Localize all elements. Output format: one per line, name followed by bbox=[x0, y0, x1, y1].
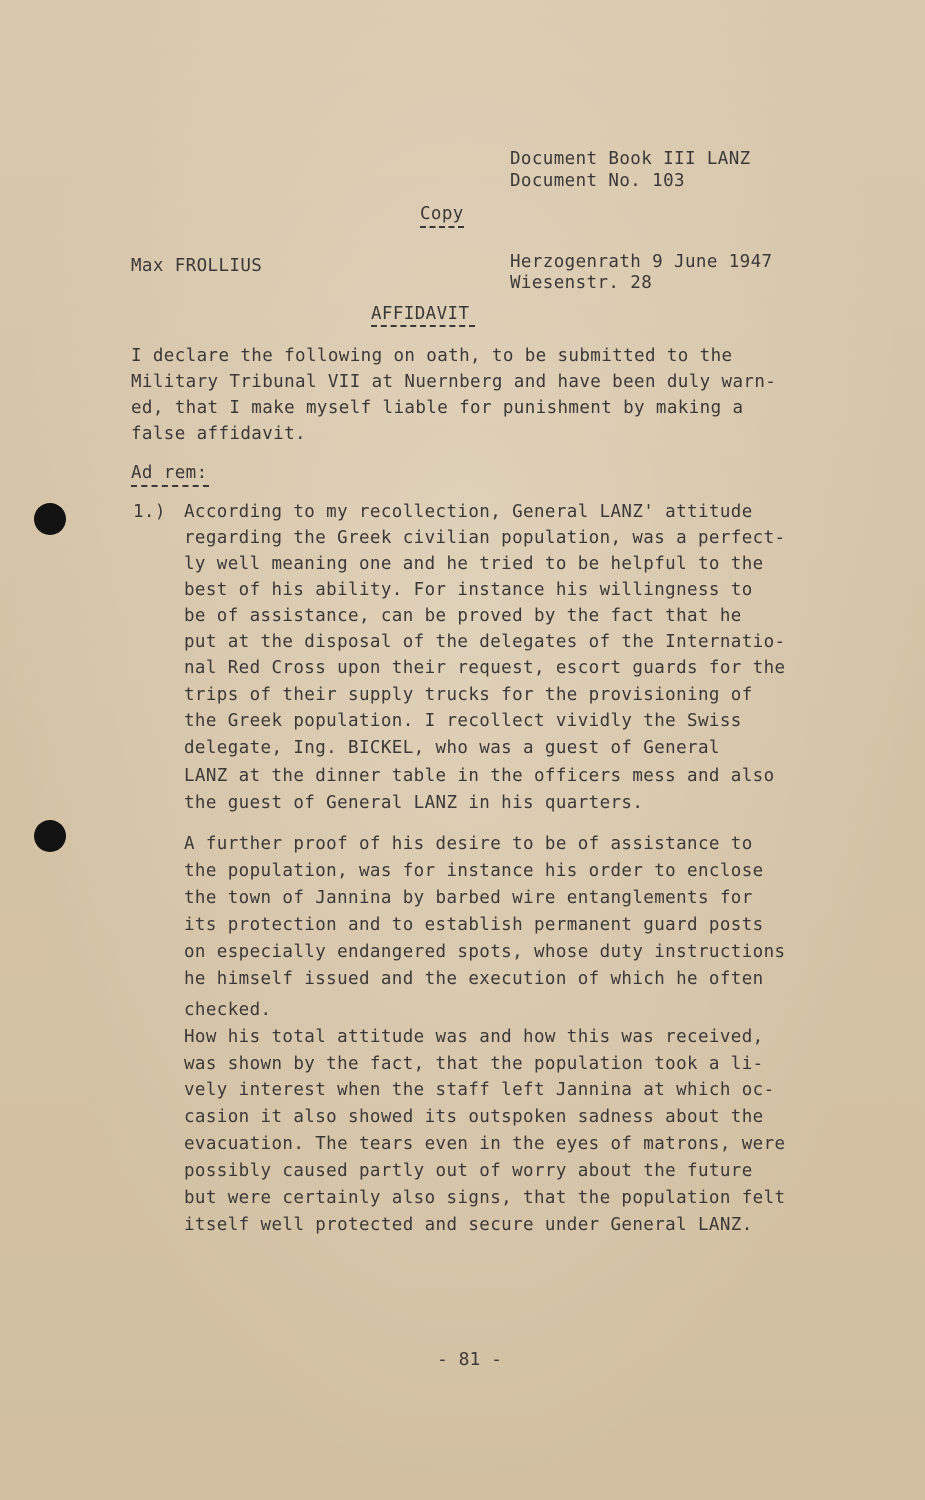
place-date: Herzogenrath 9 June 1947 bbox=[510, 252, 773, 272]
paragraph-line: possibly caused partly out of worry about the future bbox=[184, 1161, 753, 1181]
paragraph-line: best of his ability. For instance his willingness to bbox=[184, 580, 753, 600]
address: Wiesenstr. 28 bbox=[510, 273, 653, 293]
paragraph-line: itself well protected and secure under General LANZ. bbox=[184, 1215, 753, 1235]
declaration-line: I declare the following on oath, to be submitted to the bbox=[131, 346, 733, 366]
paragraph-line: trips of their supply trucks for the provisioning of bbox=[184, 685, 753, 705]
paragraph-line: According to my recollection, General LANZ' attitude bbox=[184, 502, 753, 522]
paragraph-line: he himself issued and the execution of which he often bbox=[184, 969, 764, 989]
document-number: Document No. 103 bbox=[510, 171, 685, 191]
paragraph-line: regarding the Greek civilian population, was a perfect- bbox=[184, 528, 786, 548]
paragraph-line: A further proof of his desire to be of assistance to bbox=[184, 834, 753, 854]
paragraph-line: on especially endangered spots, whose duty instructions bbox=[184, 942, 786, 962]
paragraph-line: checked. bbox=[184, 1000, 272, 1020]
copy-underline bbox=[420, 226, 464, 228]
document-book-ref: Document Book III LANZ bbox=[510, 149, 751, 169]
paragraph-line: the guest of General LANZ in his quarters. bbox=[184, 793, 644, 813]
declaration-line: ed, that I make myself liable for punishment by making a bbox=[131, 398, 744, 418]
copy-label: Copy bbox=[420, 204, 464, 224]
ad-rem-heading: Ad rem: bbox=[131, 463, 208, 483]
paragraph-line: vely interest when the staff left Jannina at which oc- bbox=[184, 1080, 775, 1100]
punch-hole-top bbox=[34, 503, 66, 535]
paragraph-line: the town of Jannina by barbed wire entanglements for bbox=[184, 888, 753, 908]
affidavit-underline bbox=[371, 325, 475, 327]
paragraph-line: evacuation. The tears even in the eyes of matrons, were bbox=[184, 1134, 786, 1154]
author-name: Max FROLLIUS bbox=[131, 256, 263, 276]
paragraph-line: but were certainly also signs, that the population felt bbox=[184, 1188, 786, 1208]
declaration-line: Military Tribunal VII at Nuernberg and have been duly warn- bbox=[131, 372, 777, 392]
ad-rem-underline bbox=[131, 485, 209, 487]
punch-hole-bottom bbox=[34, 820, 66, 852]
paragraph-line: nal Red Cross upon their request, escort guards for the bbox=[184, 658, 786, 678]
item-number: 1.) bbox=[133, 502, 166, 522]
paragraph-line: the Greek population. I recollect vividly the Swiss bbox=[184, 711, 742, 731]
paragraph-line: casion it also showed its outspoken sadness about the bbox=[184, 1107, 764, 1127]
paragraph-line: was shown by the fact, that the population took a li- bbox=[184, 1054, 764, 1074]
affidavit-title: AFFIDAVIT bbox=[371, 304, 470, 324]
paragraph-line: How his total attitude was and how this was received, bbox=[184, 1027, 764, 1047]
declaration-line: false affidavit. bbox=[131, 424, 306, 444]
paragraph-line: be of assistance, can be proved by the fact that he bbox=[184, 606, 742, 626]
paragraph-line: delegate, Ing. BICKEL, who was a guest of General bbox=[184, 738, 720, 758]
paragraph-line: LANZ at the dinner table in the officers mess and also bbox=[184, 766, 775, 786]
page-number: - 81 - bbox=[437, 1349, 503, 1370]
paragraph-line: its protection and to establish permanent guard posts bbox=[184, 915, 764, 935]
paragraph-line: the population, was for instance his order to enclose bbox=[184, 861, 764, 881]
paragraph-line: put at the disposal of the delegates of the Internatio- bbox=[184, 632, 786, 652]
paragraph-line: ly well meaning one and he tried to be helpful to the bbox=[184, 554, 764, 574]
